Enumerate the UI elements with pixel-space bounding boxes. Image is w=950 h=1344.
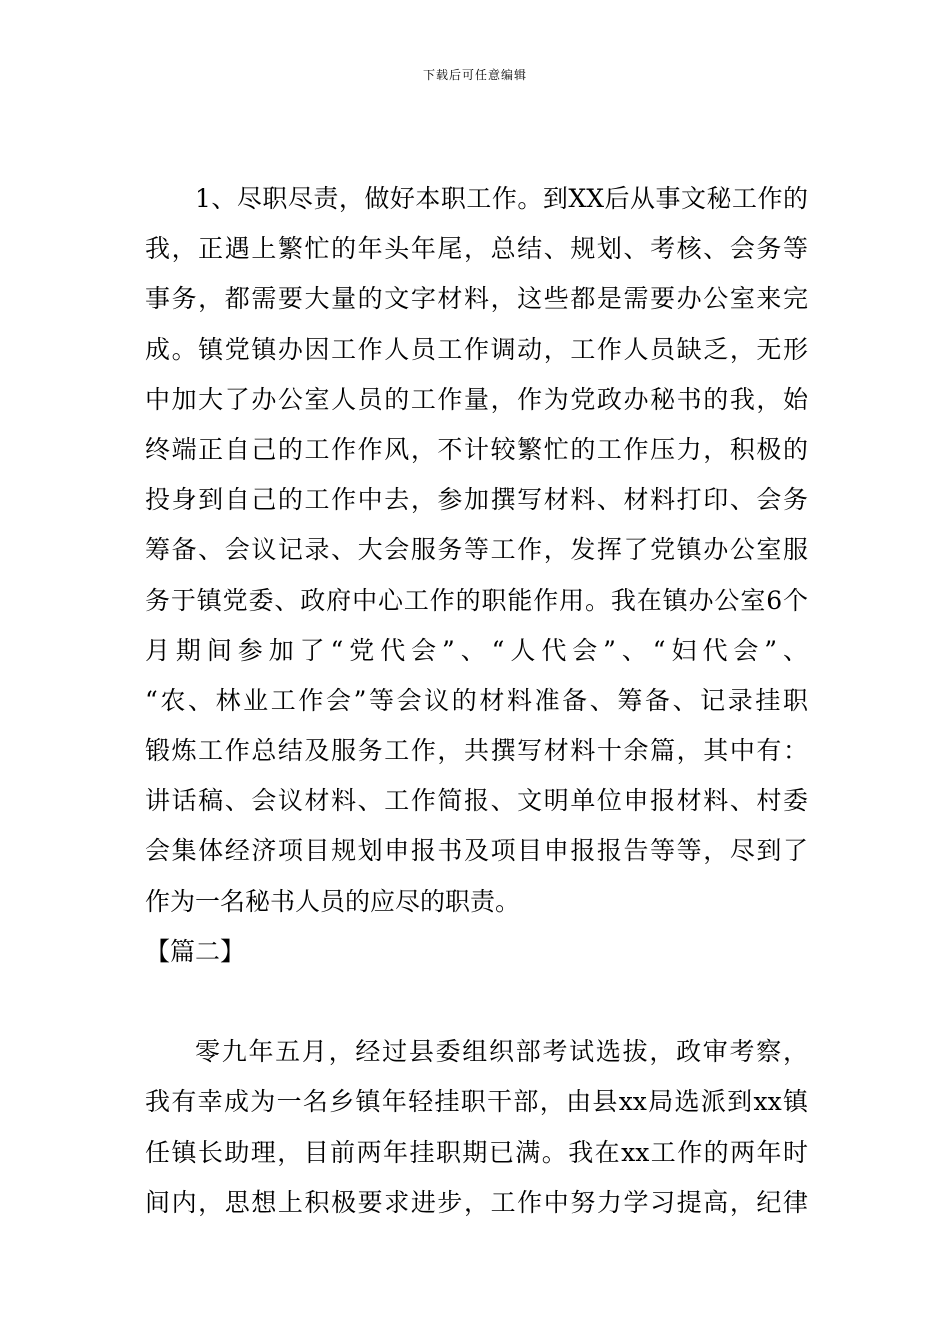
paragraph-line: 中加大了办公室人员的工作量，作为党政办秘书的我，始 bbox=[145, 384, 808, 414]
paragraph-1 bbox=[145, 177, 808, 930]
paragraph-line: 终端正自己的工作作风，不计较繁忙的工作压力，积极的 bbox=[145, 434, 808, 464]
paragraph-line: 成。镇党镇办因工作人员工作调动，工作人员缺乏，无形 bbox=[145, 334, 808, 364]
paragraph-line: 我，正遇上繁忙的年头年尾，总结、规划、考核、会务等 bbox=[145, 234, 808, 264]
blank-line bbox=[145, 980, 808, 1030]
page-header-note: 下载后可任意编辑 bbox=[422, 68, 527, 82]
paragraph-line: 零九年五月，经过县委组织部考试选拔，政审考察， bbox=[195, 1037, 808, 1067]
paragraph-line: 事务，都需要大量的文字材料，这些都是需要办公室来完 bbox=[145, 284, 808, 314]
paragraph-line: 我有幸成为一名乡镇年轻挂职干部，由县xx局选派到xx镇 bbox=[145, 1087, 808, 1117]
paragraph-line: 讲话稿、会议材料、工作简报、文明单位申报材料、村委 bbox=[145, 786, 808, 816]
paragraph-line: 间内，思想上积极要求进步，工作中努力学习提高，纪律 bbox=[145, 1187, 808, 1217]
paragraph-line: 1、尽职尽责，做好本职工作。到XX后从事文秘工作的 bbox=[195, 184, 808, 213]
paragraph-line: 锻炼工作总结及服务工作，共撰写材料十余篇，其中有： bbox=[145, 736, 808, 766]
paragraph-2 bbox=[145, 1030, 808, 1231]
paragraph-line: 务于镇党委、政府中心工作的职能作用。我在镇办公室6个 bbox=[145, 585, 808, 615]
paragraph-line: 任镇长助理，目前两年挂职期已满。我在xx工作的两年时 bbox=[145, 1137, 808, 1167]
paragraph-line: 筹备、会议记录、大会服务等工作，发挥了党镇办公室服 bbox=[145, 535, 808, 565]
section-heading: 【篇二】 bbox=[145, 936, 246, 966]
paragraph-line: “农、林业工作会”等会议的材料准备、筹备、记录挂职 bbox=[145, 685, 808, 715]
document-body bbox=[145, 177, 808, 1231]
paragraph-line: 月期间参加了“党代会”、“人代会”、“妇代会”、 bbox=[145, 635, 808, 665]
paragraph-line: 会集体经济项目规划申报书及项目申报报告等等，尽到了 bbox=[145, 836, 808, 866]
paragraph-line: 投身到自己的工作中去，参加撰写材料、材料打印、会务 bbox=[145, 485, 808, 515]
paragraph-line: 作为一名秘书人员的应尽的职责。 bbox=[145, 886, 521, 916]
